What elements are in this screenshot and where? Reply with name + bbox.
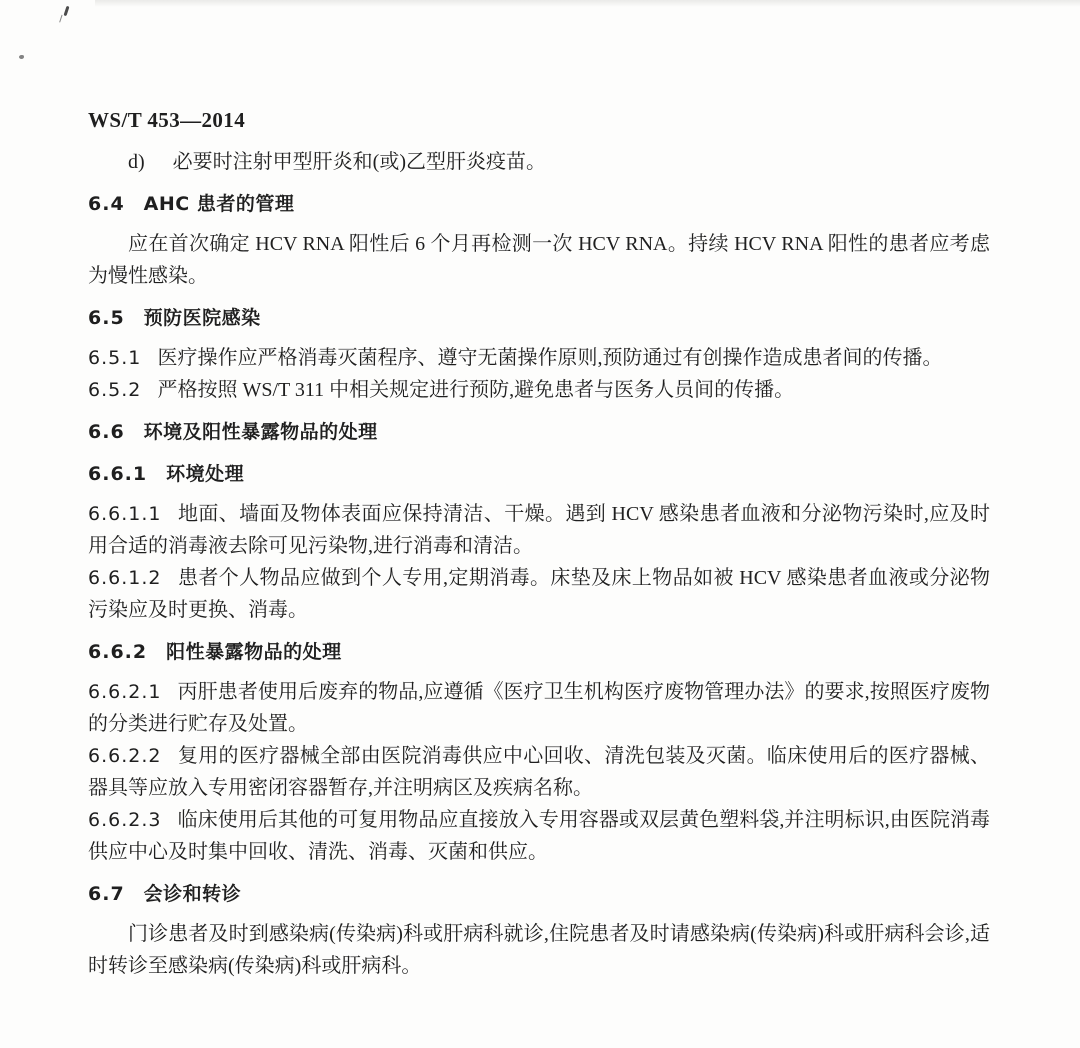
document-content bbox=[88, 104, 990, 982]
clause-6-5-2 bbox=[88, 374, 990, 406]
clause-text: 患者个人物品应做到个人专用,定期消毒。床垫及床上物品如被 HCV 感染患者血液或分泌物污染应及时更换、消毒。 bbox=[88, 567, 990, 621]
heading-6-6-1 bbox=[88, 458, 990, 490]
clause-number: 6.6.2.2 bbox=[88, 745, 162, 767]
heading-number: 6.5 bbox=[88, 307, 125, 329]
heading-6-4 bbox=[88, 188, 990, 220]
list-item-d bbox=[88, 146, 990, 178]
list-item-label: d) bbox=[128, 151, 145, 173]
standard-number: WS/T 453—2014 bbox=[88, 108, 246, 132]
clause-6-5-1 bbox=[88, 342, 990, 374]
clause-text: 复用的医疗器械全部由医院消毒供应中心回收、清洗包装及灭菌。临床使用后的医疗器械、器具等应放入专用密闭容器暂存,并注明病区及疾病名称。 bbox=[88, 745, 990, 799]
heading-number: 6.7 bbox=[88, 883, 125, 905]
clause-6-6-1-1 bbox=[88, 498, 990, 562]
heading-title: 阳性暴露物品的处理 bbox=[166, 641, 342, 663]
paragraph-6-4: 应在首次确定 HCV RNA 阳性后 6 个月再检测一次 HCV RNA。持续 HCV RNA 阳性的患者应考虑为慢性感染。 bbox=[88, 233, 990, 287]
list-item-text: 必要时注射甲型肝炎和(或)乙型肝炎疫苗。 bbox=[172, 151, 546, 173]
heading-6-6 bbox=[88, 416, 990, 448]
clause-text: 临床使用后其他的可复用物品应直接放入专用容器或双层黄色塑料袋,并注明标识,由医院消毒供应中心及时集中回收、清洗、消毒、灭菌和供应。 bbox=[88, 809, 990, 863]
heading-number: 6.6.2 bbox=[88, 641, 148, 663]
heading-6-6-2 bbox=[88, 636, 990, 668]
clause-text: 丙肝患者使用后废弃的物品,应遵循《医疗卫生机构医疗废物管理办法》的要求,按照医疗废物的分类进行贮存及处置。 bbox=[88, 681, 990, 735]
clause-text: 严格按照 WS/T 311 中相关规定进行预防,避免患者与医务人员间的传播。 bbox=[157, 379, 795, 401]
scan-streak-artifact bbox=[95, 0, 1080, 7]
clause-6-6-2-2 bbox=[88, 740, 990, 804]
heading-6-5 bbox=[88, 302, 990, 334]
clause-6-6-1-2 bbox=[88, 562, 990, 626]
clause-number: 6.6.1.1 bbox=[88, 503, 162, 525]
clause-number: 6.6.2.1 bbox=[88, 681, 162, 703]
clause-number: 6.5.2 bbox=[88, 379, 142, 401]
paragraph-6-7: 门诊患者及时到感染病(传染病)科或肝病科就诊,住院患者及时请感染病(传染病)科或肝病科会诊,适时转诊至感染病(传染病)科或肝病科。 bbox=[88, 923, 990, 977]
clause-text: 地面、墙面及物体表面应保持清洁、干燥。遇到 HCV 感染患者血液和分泌物污染时,应及时用合适的消毒液去除可见污染物,进行消毒和清洁。 bbox=[88, 503, 990, 557]
heading-title: AHC 患者的管理 bbox=[143, 193, 295, 215]
heading-6-7 bbox=[88, 878, 990, 910]
heading-number: 6.4 bbox=[88, 193, 125, 215]
heading-number: 6.6.1 bbox=[88, 463, 148, 485]
scan-speck-artifact bbox=[64, 6, 70, 16]
clause-number: 6.6.1.2 bbox=[88, 567, 162, 589]
clause-6-6-2-3 bbox=[88, 804, 990, 868]
heading-title: 预防医院感染 bbox=[143, 307, 261, 329]
clause-number: 6.5.1 bbox=[88, 347, 142, 369]
scan-speck-artifact bbox=[19, 55, 24, 59]
heading-title: 环境处理 bbox=[166, 463, 245, 485]
heading-number: 6.6 bbox=[88, 421, 125, 443]
clause-6-6-2-1 bbox=[88, 676, 990, 740]
clause-number: 6.6.2.3 bbox=[88, 809, 162, 831]
heading-title: 会诊和转诊 bbox=[143, 883, 242, 905]
clause-text: 医疗操作应严格消毒灭菌程序、遵守无菌操作原则,预防通过有创操作造成患者间的传播。 bbox=[157, 347, 943, 369]
heading-title: 环境及阳性暴露物品的处理 bbox=[143, 421, 378, 443]
